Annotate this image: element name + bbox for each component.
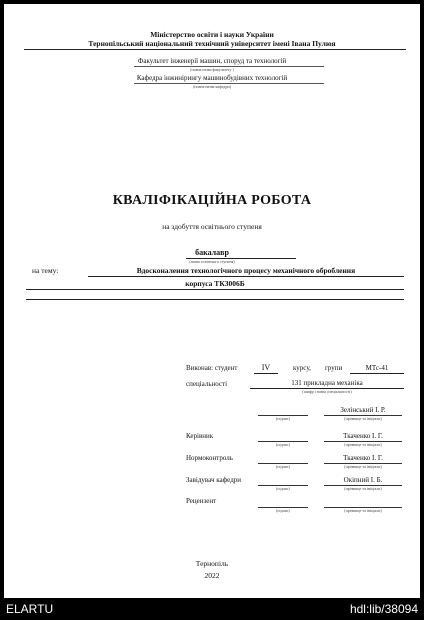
topic-underline-2 [26,289,404,290]
department-caption: (повна назва кафедри) [193,84,231,89]
course-value: IV [261,363,271,372]
name-caption: (прізвище та ініціали) [344,508,382,513]
signature-name: Ткаченко І. Г. [343,432,383,440]
done-by-label: Виконав: студент [186,364,238,372]
signature-role: Рецензент [186,497,217,505]
group-underline [350,373,404,374]
signature-caption: (підпис) [275,486,290,491]
signature-name: Ткаченко І. Г. [343,454,383,462]
signature-caption: (підпис) [275,416,290,421]
faculty-name: Факультет інженерії машин, споруд та технологій [137,57,287,65]
topic-label: на тему: [32,266,59,275]
signature-role: Завідувач кафедри [186,476,241,484]
year: 2022 [204,571,220,580]
document-title: КВАЛІФІКАЦІЙНА РОБОТА [112,193,312,208]
department-name: Кафедра інжинірингу машинобудівних технологій [136,74,288,82]
specialty-label: спеціальності [186,380,228,388]
signature-role: Нормоконтроль [186,454,233,462]
signature-caption: (підпис) [275,508,290,513]
name-caption: (прізвище та ініціали) [344,416,382,421]
header-divider [24,49,406,50]
name-caption: (прізвище та ініціали) [344,464,382,469]
signature-caption: (підпис) [275,442,290,447]
topic-underline-3 [26,299,404,300]
university-name: Тернопільський національний технічний університет імені Івана Пулюя [88,39,336,48]
document-subtitle: на здобуття освітнього ступеня [162,222,262,231]
course-label: курсу, [293,364,311,372]
name-caption: (прізвище та ініціали) [344,486,382,491]
course-underline [254,373,278,374]
topic-line-2: корпуса ТК3006Б [185,279,245,288]
topic-underline-1 [88,276,404,277]
group-label: групи [325,364,343,372]
specialty-value: 131 прикладна механіка [291,379,363,387]
topic-line-1: Вдосконалення технологічного процесу механічного оброблення [136,266,356,275]
degree-value: бакалавр [195,248,229,257]
watermark-left: ELARTU [6,602,54,616]
watermark-bar [0,598,424,620]
ministry-name: Міністерство освіти і науки України [150,30,274,39]
group-value: МТс-41 [365,364,389,372]
signature-caption: (підпис) [275,464,290,469]
document-page [4,4,420,598]
signature-name: Окіпний І. Б. [343,476,383,484]
faculty-caption: (повна назва факультету ) [190,67,234,72]
signature-name: Зелінський І. Р. [340,406,386,414]
name-caption: (прізвище та ініціали) [344,442,382,447]
specialty-caption: (шифр і назва спеціальності) [302,389,352,394]
degree-caption: (назва освітнього ступеня) [189,259,235,264]
signature-role: Керівник [186,432,214,440]
watermark-right: hdl:lib/38094 [349,602,418,616]
city-name: Тернопіль [195,559,229,568]
